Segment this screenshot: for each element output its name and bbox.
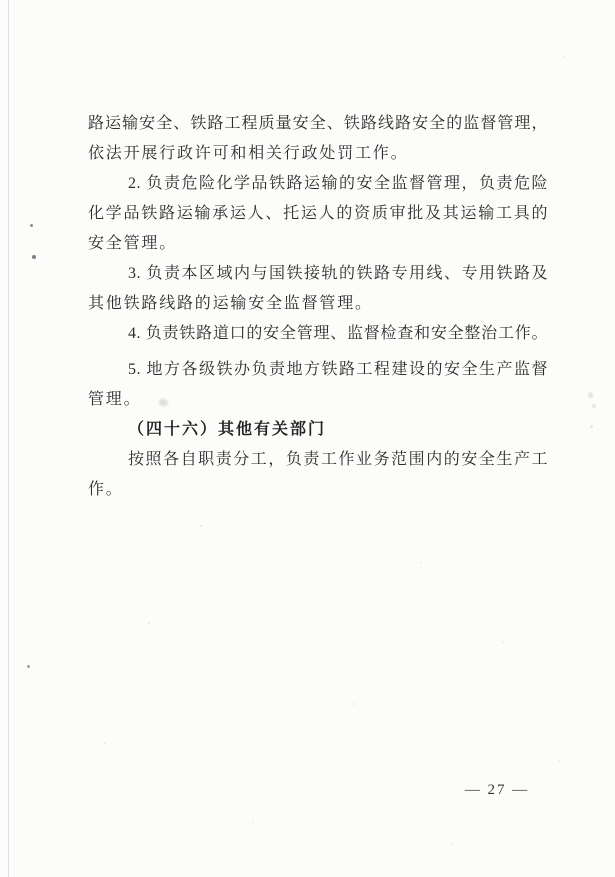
text-line: 5. 地方各级铁办负责地方铁路工程建设的安全生产监督 bbox=[128, 361, 548, 378]
text-line: 其他铁路线路的运输安全监督管理。 bbox=[88, 295, 373, 312]
text-line: 管理。 bbox=[88, 391, 142, 408]
scan-speck bbox=[590, 425, 593, 428]
text-line: 4. 负责铁路道口的安全管理、监督检查和安全整治工作。 bbox=[128, 325, 548, 342]
scan-speck bbox=[200, 525, 202, 527]
page-number: — 27 — bbox=[464, 782, 530, 798]
scan-speck bbox=[104, 742, 106, 744]
section-heading: （四十六）其他有关部门 bbox=[128, 421, 327, 438]
scan-speck bbox=[420, 562, 422, 564]
scan-speck bbox=[558, 760, 560, 762]
text-line: 依法开展行政许可和相关行政处罚工作。 bbox=[88, 145, 409, 162]
scan-speck bbox=[588, 392, 593, 398]
document-body bbox=[88, 109, 548, 505]
scan-speck bbox=[563, 56, 565, 58]
text-line: 3. 负责本区域内与国铁接轨的铁路专用线、专用铁路及 bbox=[128, 265, 548, 282]
scan-speck bbox=[452, 843, 454, 845]
scan-speck bbox=[27, 665, 30, 668]
scan-edge-line bbox=[8, 0, 9, 877]
text-line: 路运输安全、铁路工程质量安全、铁路线路安全的监督管理， bbox=[88, 115, 548, 132]
text-line: 按照各自职责分工，负责工作业务范围内的安全生产工 bbox=[128, 451, 548, 468]
scan-speck bbox=[32, 255, 36, 259]
scan-speck bbox=[148, 622, 150, 624]
scan-speck bbox=[502, 641, 504, 643]
text-line: 作。 bbox=[88, 481, 124, 498]
scan-speck bbox=[252, 821, 254, 823]
text-line: 化学品铁路运输承运人、托运人的资质审批及其运输工具的 bbox=[88, 205, 548, 222]
scan-speck bbox=[352, 703, 354, 705]
text-line: 安全管理。 bbox=[88, 235, 178, 252]
text-line: 2. 负责危险化学品铁路运输的安全监督管理，负责危险 bbox=[128, 175, 548, 192]
scan-speck bbox=[592, 404, 596, 408]
scan-speck bbox=[30, 224, 33, 227]
